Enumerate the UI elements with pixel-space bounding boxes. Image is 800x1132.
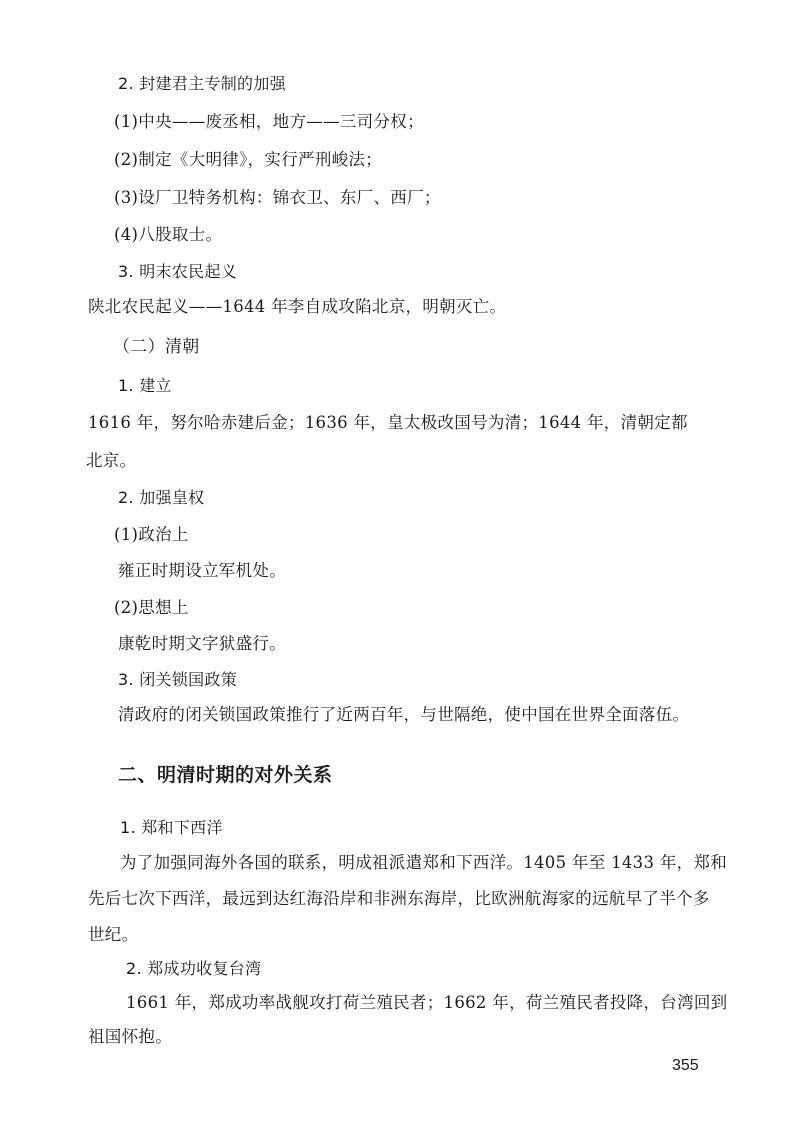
section-heading-foreign-relations: 二、明清时期的对外关系 (118, 764, 333, 786)
subheading-feudal-autocracy: 2. 封建君主专制的加强 (118, 74, 286, 93)
list-item: (1)中央——废丞相，地方——三司分权； (114, 112, 424, 131)
body-text: 雍正时期设立军机处。 (118, 561, 286, 580)
body-text: 1616 年，努尔哈赤建后金；1636 年，皇太极改国号为清；1644 年，清朝定都 (88, 413, 688, 432)
subheading-closed-door: 3. 闭关锁国政策 (118, 670, 238, 689)
subheading-imperial-power: 2. 加强皇权 (118, 488, 205, 507)
list-item: (2)思想上 (114, 598, 189, 617)
subheading-zheng-he: 1. 郑和下西洋 (120, 818, 223, 837)
subheading-peasant-uprising: 3. 明末农民起义 (118, 262, 238, 281)
subheading-taiwan: 2. 郑成功收复台湾 (126, 959, 262, 978)
body-text: 康乾时期文字狱盛行。 (118, 634, 286, 653)
list-item: (2)制定《大明律》，实行严刑峻法； (114, 150, 383, 169)
list-item: (3)设厂卫特务机构：锦衣卫、东厂、西厂； (114, 188, 441, 207)
list-item: (1)政治上 (114, 525, 189, 544)
body-text: 1661 年，郑成功率战舰攻打荷兰殖民者；1662 年，荷兰殖民者投降，台湾回到 (126, 993, 728, 1012)
subheading-establishment: 1. 建立 (118, 376, 172, 395)
section-heading-qing: （二）清朝 (113, 337, 200, 357)
body-text: 为了加强同海外各国的联系，明成祖派遣郑和下西洋。1405 年至 1433 年，郑和 (120, 853, 728, 872)
body-text: 先后七次下西洋，最远到达红海沿岸和非洲东海岸，比欧洲航海家的远航早了半个多 (88, 889, 710, 908)
page-number: 355 (672, 1057, 699, 1074)
body-text: 清政府的闭关锁国政策推行了近两百年，与世隔绝，使中国在世界全面落伍。 (118, 705, 690, 724)
list-item: (4)八股取士。 (114, 225, 223, 244)
body-text: 世纪。 (88, 925, 139, 944)
body-text: 陕北农民起义——1644 年李自成攻陷北京，明朝灭亡。 (88, 297, 507, 316)
body-text: 北京。 (86, 451, 137, 470)
body-text: 祖国怀抱。 (88, 1027, 172, 1046)
